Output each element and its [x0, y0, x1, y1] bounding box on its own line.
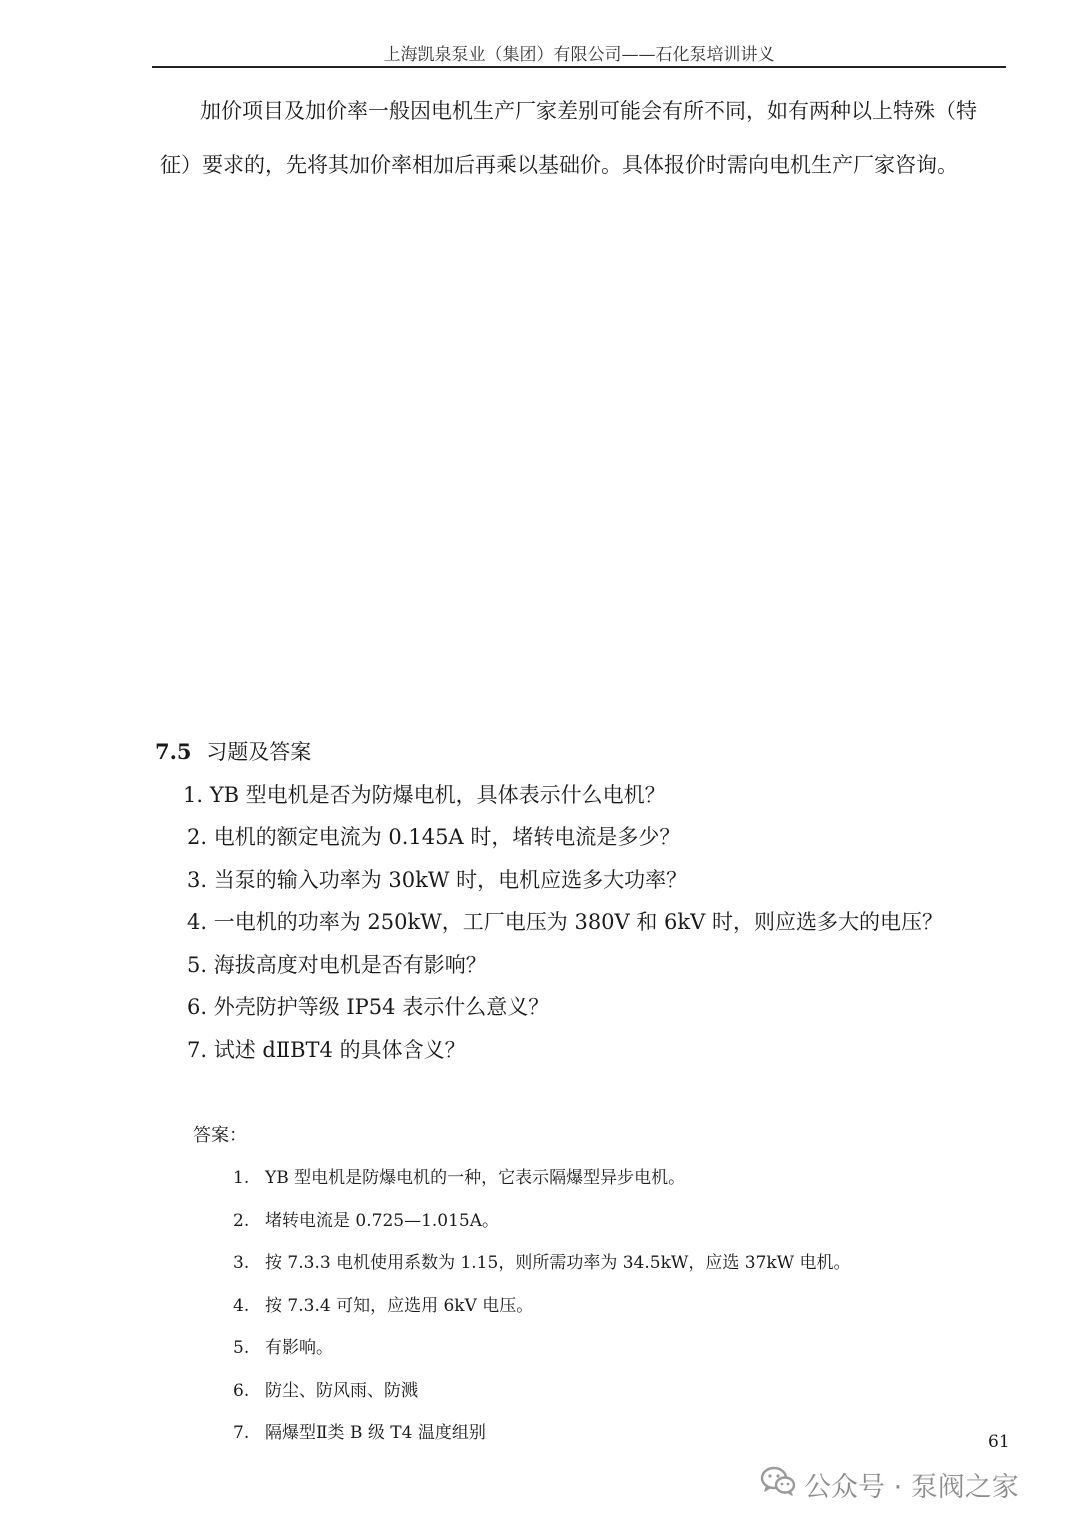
wechat-icon — [760, 1466, 796, 1503]
question-item: 5. 海拔高度对电机是否有影响？ — [187, 953, 487, 977]
answer-item — [233, 1418, 486, 1443]
answer-item — [233, 1333, 333, 1358]
answer-text: YB 型电机是防爆电机的一种，它表示隔爆型异步电机。 — [265, 1168, 686, 1188]
answer-text: 有影响。 — [265, 1338, 333, 1358]
watermark — [760, 1462, 1019, 1506]
answer-text: 堵转电流是 0.725—1.015A。 — [265, 1211, 500, 1231]
question-item: 4. 一电机的功率为 250kW，工厂电压为 380V 和 6kV 时，则应选多大的电压？ — [187, 910, 943, 934]
answer-number: 3. — [233, 1253, 250, 1273]
answer-number: 5. — [233, 1338, 250, 1358]
answer-item — [233, 1206, 499, 1231]
answer-text: 按 7.3.3 电机使用系数为 1.15，则所需功率为 34.5kW，应选 37kW 电机。 — [265, 1253, 851, 1273]
answer-item — [233, 1163, 685, 1188]
answer-text: 防尘、防风雨、防溅 — [265, 1381, 418, 1401]
section-title: 习题及答案 — [206, 740, 312, 764]
answer-text: 隔爆型Ⅱ类 B 级 T4 温度组别 — [265, 1423, 486, 1443]
section-heading — [155, 736, 311, 766]
page-number: 61 — [988, 1432, 1010, 1452]
header-rule — [152, 66, 1006, 68]
page-header: 上海凯泉泵业（集团）有限公司——石化泵培训讲义 — [383, 45, 775, 65]
answer-item — [233, 1376, 418, 1401]
answer-item — [233, 1248, 851, 1273]
answer-number: 1. — [233, 1168, 250, 1188]
answers-label: 答案： — [193, 1125, 247, 1146]
watermark-text: 公众号 · 泵阀之家 — [804, 1471, 1019, 1503]
answer-number: 4. — [233, 1296, 250, 1316]
answer-number: 2. — [233, 1211, 250, 1231]
section-number: 7.5 — [155, 739, 192, 764]
intro-paragraph: 加价项目及加价率一般因电机生产厂家差别可能会有所不同，如有两种以上特殊（特征）要求的，先将其加价率相加后再乘以基础价。具体报价时需向电机生产厂家咨询。 — [160, 99, 977, 177]
question-item: 6. 外壳防护等级 IP54 表示什么意义？ — [187, 995, 550, 1019]
answer-number: 7. — [233, 1423, 250, 1443]
answer-item — [233, 1291, 533, 1316]
question-item: 7. 试述 dⅡBT4 的具体含义？ — [187, 1038, 466, 1062]
answer-text: 按 7.3.4 可知，应选用 6kV 电压。 — [265, 1296, 534, 1316]
question-item: 3. 当泵的输入功率为 30kW 时，电机应选多大功率？ — [187, 868, 688, 892]
question-item: 1. YB 型电机是否为防爆电机，具体表示什么电机？ — [183, 783, 666, 807]
question-item: 2. 电机的额定电流为 0.145A 时，堵转电流是多少？ — [187, 825, 681, 849]
answer-number: 6. — [233, 1381, 250, 1401]
